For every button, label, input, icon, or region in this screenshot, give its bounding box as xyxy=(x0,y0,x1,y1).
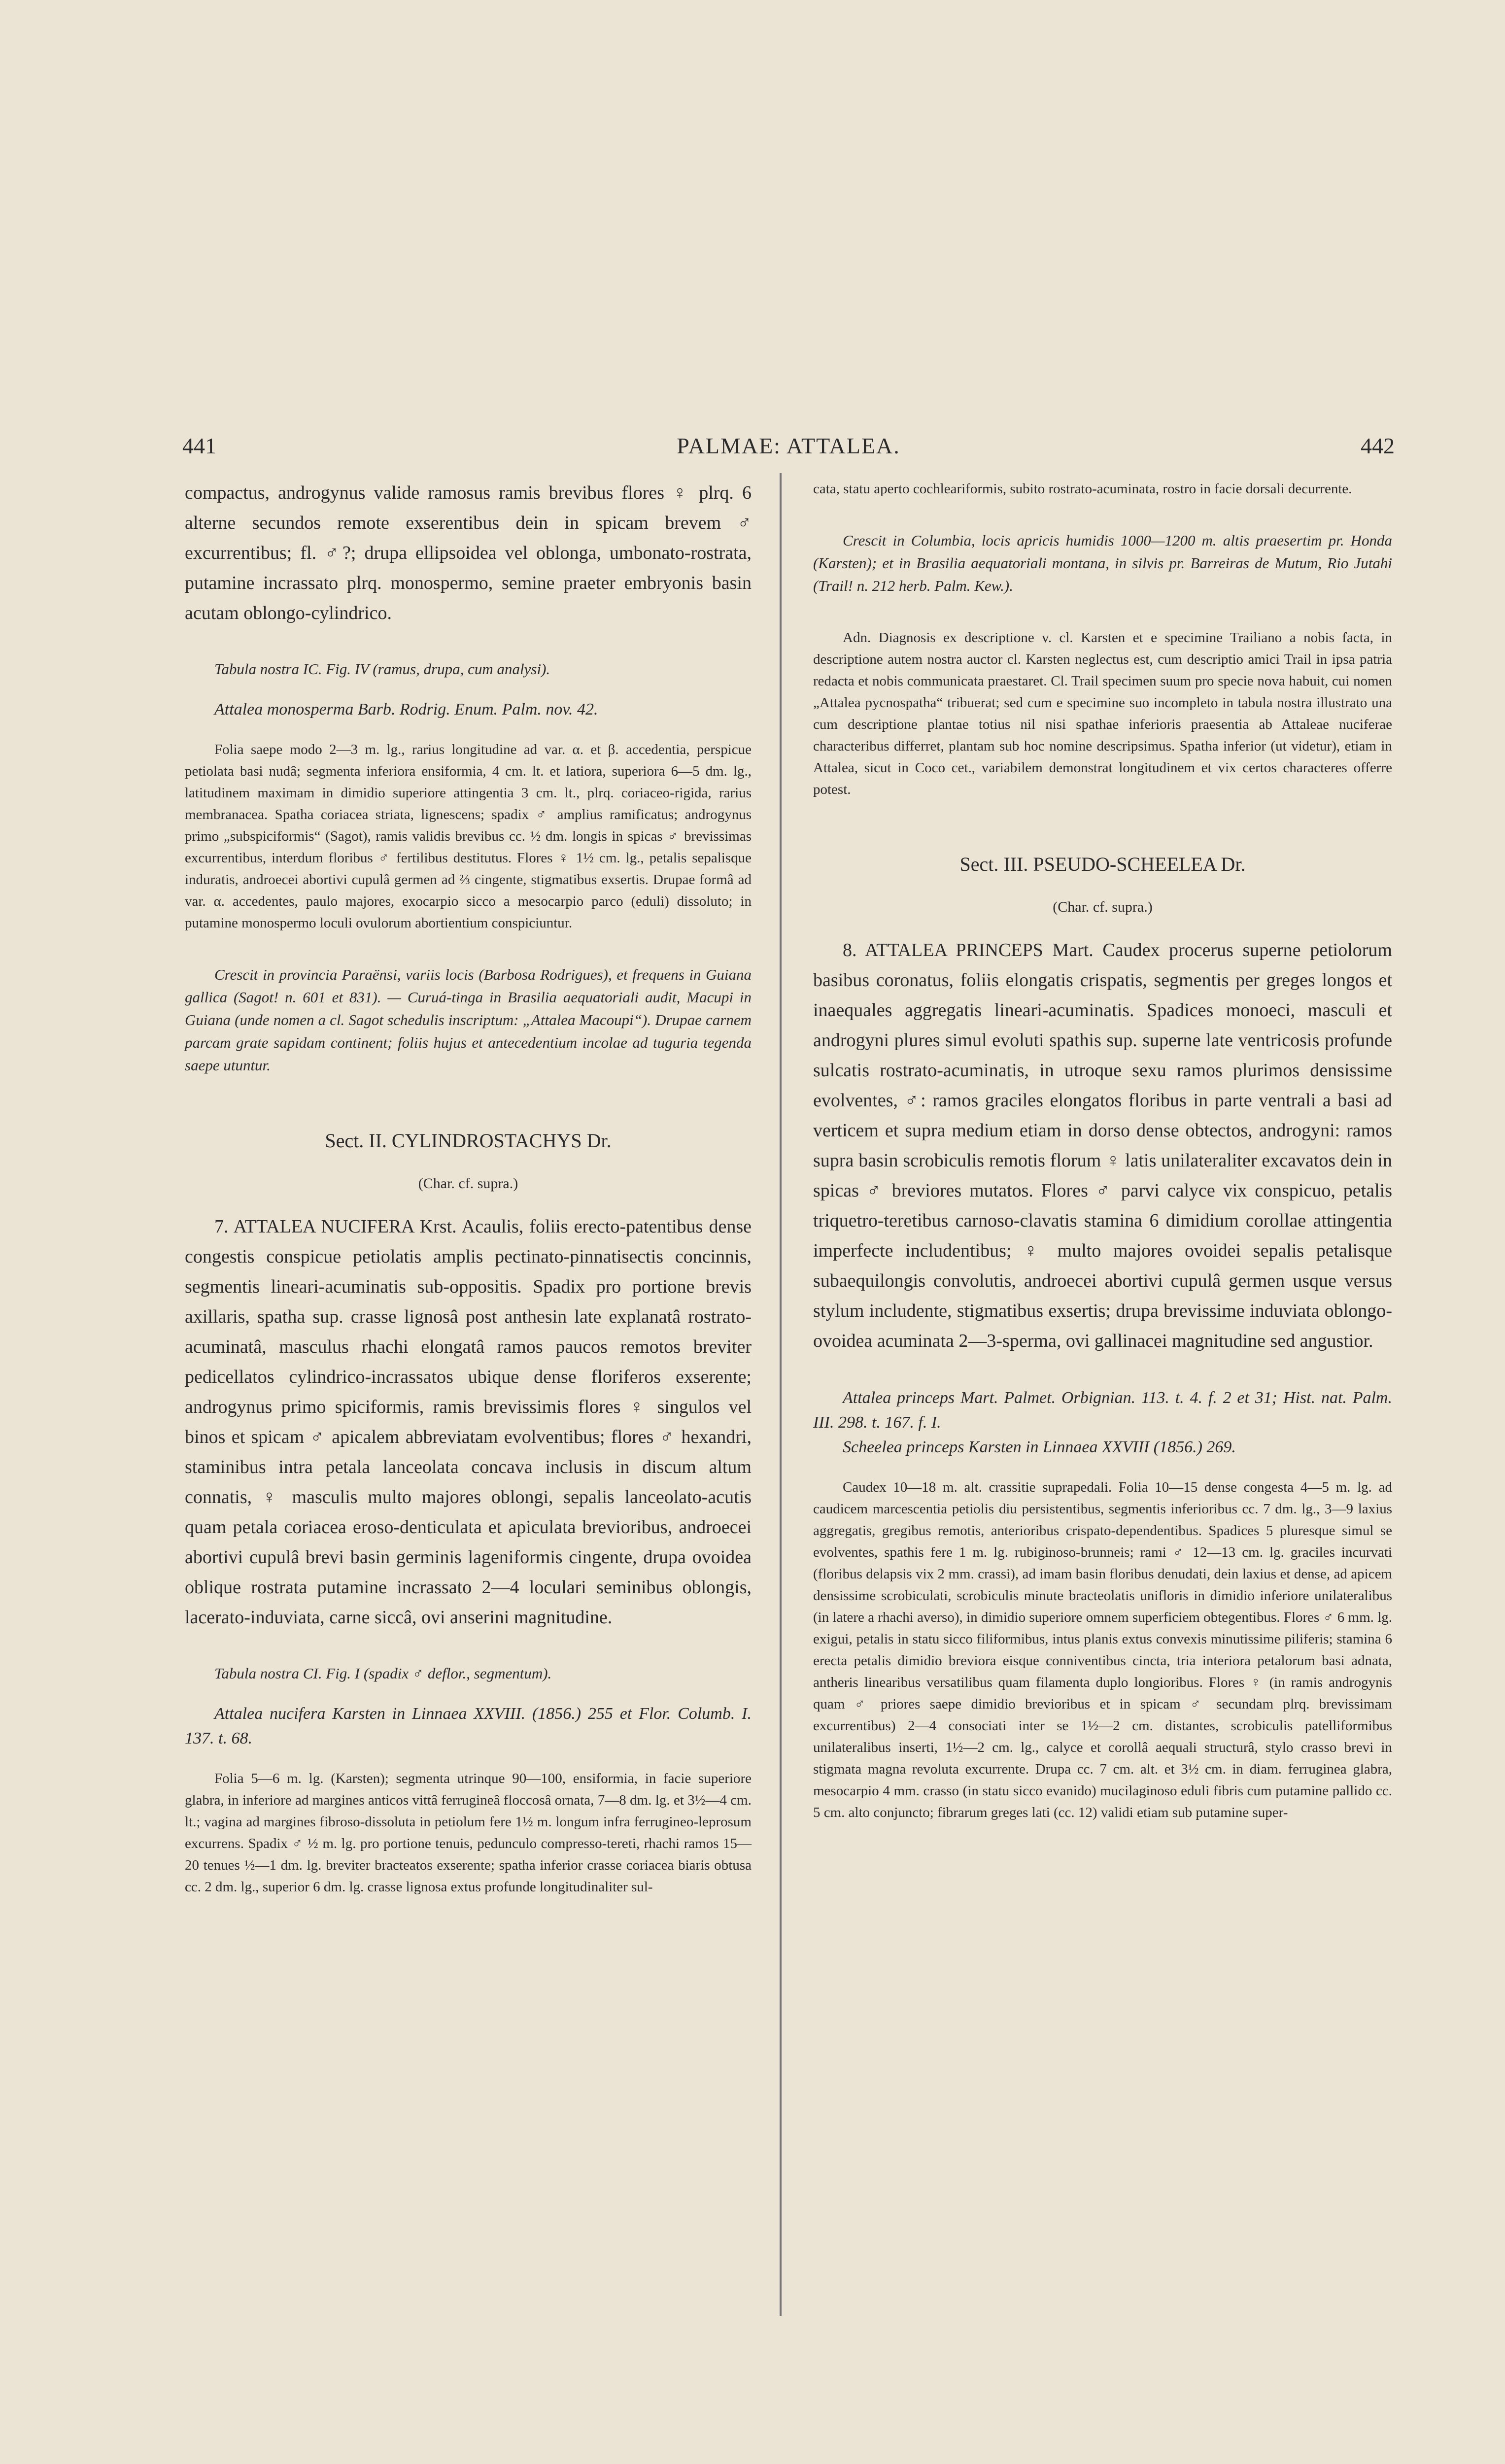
habitat-paragraph: Crescit in Columbia, locis apricis humidis 1000—1200 m. altis praesertim pr. Honda (Karsten); et in Brasilia aequatoriali montana, in silvis pr. Barreiras de Mutum, Rio Jutahi (Trail! n. 212 herb. Palm. Kew.). xyxy=(813,532,1392,594)
column-divider xyxy=(780,473,782,2316)
synonym-citation: Attalea princeps Mart. Palmet. Orbignian. 113. t. 4. f. 2 et 31; Hist. nat. Palm. III. 298. t. 167. f. I. xyxy=(813,1389,1392,1432)
description-paragraph: Caudex 10—18 m. alt. crassitie suprapedali. Folia 10—15 dense congesta 4—5 m. lg. ad caudicem marcescentia petiolis diu persistentibus, segmentis inferioribus cc. 7 dm. lg., 3—9 laxius aggregatis, gregibus remotis, anterioribus crispato-dependentibus. Spadices 5 pluresque simul se evolventes, spathis fere 1 m. lg. rubiginoso-brunneis; rami ♂ 12—13 cm. lg. graciles incurvati (floribus delapsis vix 2 mm. crassi), ad imam basin floribus denudati, dein laxius et dense, ad apicem densissime scrobiculati, scrobiculis minute bracteolatis unifloris in dimidio inferiore unilateralibus (in latere a rhachi averso), in dimidio superiore omnem superficiem obtegentibus. Flores ♂ 6 mm. lg. exigui, petalis in statu sicco filiformibus, intus planis extus convexis minutissime piliferis; stamina 6 erecta petalis dimidio breviora eisque conniventibus cincta, tria interiora petalorum basi adnata, antheris linearibus versatilibus quam filamenta duplo longioribus. Flores ♀ (in ramis androgynis quam ♂ priores saepe dimidio brevioribus et in spicam ♂ secundam plrq. brevissimam excurrentibus) 2—4 consociati inter se 1½—2 cm. distantes, scrobiculis patelliformibus unilateralibus inserti, 1½—2 cm. lg., calyce et corollâ aequali structurâ, stylo crasso brevi in stigmata magna revoluta excurrente. Drupa cc. 7 cm. alt. et 3½ cm. in diam. ferruginea glabra, mesocarpio 4 mm. crasso (in statu sicco evanido) mucilaginoso eduli fibris cum putamine pallido cc. 5 cm. alto conjuncto; fibrarum greges lati (cc. 12) validi etiam sub putamine super- xyxy=(813,1479,1392,1820)
synonym-citation: Attalea nucifera Karsten in Linnaea XXVIII. (1856.) 255 et Flor. Columb. I. 137. t. 68. xyxy=(185,1705,752,1747)
species-title: 7. ATTALEA NUCIFERA Krst. xyxy=(214,1216,457,1237)
synonym-citation: Attalea monosperma Barb. Rodrig. Enum. Palm. nov. 42. xyxy=(214,700,598,719)
section-note: (Char. cf. supra.) xyxy=(1053,899,1153,915)
section-heading: Sect. II. CYLINDROSTACHYS Dr. xyxy=(325,1129,612,1152)
plate-reference: Tabula nostra IC. Fig. IV (ramus, drupa, cum analysi). xyxy=(214,660,550,678)
paragraph: cata, statu aperto cochleariformis, subito rostrato-acuminata, rostro in facie dorsali decurrente. xyxy=(813,481,1352,497)
annotation-paragraph: Adn. Diagnosis ex descriptione v. cl. Karsten et e specimine Trailiano a nobis facta, in descriptione autem nostra auctor cl. Karsten neglectus est, cum descriptio amici Trail in ipsa patria redacta et nobis communicata praestaret. Cl. Trail specimen suum pro specie nova habuit, cui nomen „Attalea pycnospatha“ tribuerat; sed cum e specimine suo incompleto in tabula nostra illustrato una cum descriptione plantae totius nil nisi spathae inferioris praesentia ab Attaleae nuciferae characteribus differret, plantam sub hoc nomine descripsimus. Spatha inferior (ut videtur), etiam in Attalea, sicut in Coco cet., variabilem demonstrat longitudinem et vix certos characteres offerre potest. xyxy=(813,630,1392,797)
description-paragraph: Folia saepe modo 2—3 m. lg., rarius longitudine ad var. α. et β. accedentia, perspicue petiolata basi nudâ; segmenta inferiora ensiformia, 4 cm. lt. et latiora, superiora 6—5 dm. lg., latitudinem maximam in dimidio superiore attingentia 3 cm. lt., plrq. coriaceo-rigida, rarius membranacea. Spatha coriacea striata, lignescens; spadix ♂ amplius ramificatus; androgynus primo „subspiciformis“ (Sagot), ramis validis brevibus cc. ½ dm. longis in spicas ♂ brevissimas excurrentibus, interdum floribus ♂ fertilibus destitutus. Flores ♀ 1½ cm. lg., petalis sepalisque induratis, androecei abortivi cupulâ germen ad ⅔ cingente, stigmatibus exsertis. Drupae formâ ad var. α. accedentes, paulo majores, exocarpio sicco a mesocarpio parco (eduli) dissoluto; in putamine monospermo loculi ovulorum abortientium conspiciuntur. xyxy=(185,742,752,931)
section-note: (Char. cf. supra.) xyxy=(418,1175,518,1192)
paragraph: compactus, androgynus valide ramosus ramis brevibus flores ♀ plrq. 6 alterne secundos remote exserentibus dein in spicam brevem ♂ excurrentibus; fl. ♂?; drupa ellipsoidea vel oblonga, umbonato-rostrata, putamine incrassato plrq. monospermo, semine praeter embryonis basin acutam oblongo-cylindrico. xyxy=(185,482,752,623)
synonym-citation: Scheelea princeps Karsten in Linnaea XXVIII (1856.) 269. xyxy=(843,1438,1236,1456)
page-number-left: 441 xyxy=(182,433,216,458)
section-heading: Sect. III. PSEUDO-SCHEELEA Dr. xyxy=(959,853,1246,875)
species-diagnosis: Acaulis, foliis erecto-patentibus dense congestis conspicue petiolatis amplis pectinato-pinnatisectis concinnis, segmentis lineari-acuminatis sub-oppositis. Spadix pro portione brevis axillaris, spatha sup. crasse lignosâ post anthesin late explanatâ rostrato-acuminatâ, masculus rhachi elongatâ ramos paucos remotos breviter pedicellatos cylindrico-incrassatos ubique dense floriferos exserente; androgynus primo spiciformis, ramis brevissimis flores ♀ singulos vel binos et spicam ♂ apicalem abbreviatam evolventibus; flores ♂ hexandri, staminibus intra petala lanceolata concava inclusis in discum altum connatis, ♀ masculis multo majores oblongi, sepalis lanceolato-acutis quam petala coriacea eroso-denticulata et apiculata brevioribus, androecei abortivi cupulâ brevi basin germinis lageniformis cingente, drupa ovoidea oblique rostrata putamine incrassato 2—4 loculari seminibus oblongis, lacerato-induviata, carne siccâ, ovi anserini magnitudine. xyxy=(185,1216,752,1628)
right-column xyxy=(813,478,1392,1823)
left-column xyxy=(185,478,752,1898)
running-header xyxy=(182,433,1395,467)
habitat-paragraph: Crescit in provincia Paraënsi, variis locis (Barbosa Rodrigues), et frequens in Guiana gallica (Sagot! n. 601 et 831). — Curuá-tinga in Brasilia aequatoriali audit, Macupi in Guiana (unde nomen a cl. Sagot schedulis inscriptum: „Attalea Macoupi“). Drupae carnem parcam grate sapidam continent; foliis hujus et antecedentium incolae ad tuguria tegenda saepe utuntur. xyxy=(185,966,752,1074)
description-paragraph: Folia 5—6 m. lg. (Karsten); segmenta utrinque 90—100, ensiformia, in facie superiore glabra, in inferiore ad margines anticos vittâ ferrugineâ floccosâ ornata, 7—8 dm. lg. et 3½—4 cm. lt.; vagina ad margines fibroso-dissoluta in petiolum fere 1½ m. longum infra ferrugineo-leprosum excurrens. Spadix ♂ ½ m. lg. pro portione tenuis, pedunculo compresso-tereti, rhachi ramos 15—20 tenues ½—1 dm. lg. breviter bracteatos exserente; spatha inferior crasse coriacea biaris obtusa cc. 2 dm. lg., superior 6 dm. lg. crasse lignosa extus profunde longitudinaliter sul- xyxy=(185,1771,752,1895)
species-title: 8. ATTALEA PRINCEPS Mart. xyxy=(843,940,1094,960)
page-number-right: 442 xyxy=(1361,433,1395,458)
species-diagnosis: Caudex procerus superne petiolorum basibus coronatus, foliis elongatis crispatis, segmentis per greges longos et inaequales aggregatis lineari-acuminatis. Spadices monoeci, masculi et androgyni plures simul evoluti spathis sup. superne late ventricosis profunde sulcatis rostrato-acuminatis, in utroque sexu ramos plurimos densissime evolventes, ♂: ramos graciles elongatos floribus in parte ventrali a basi ad verticem et supra medium etiam in dorso dense obtectos, androgyni: ramos supra basin scrobiculis remotis florum ♀ latis unilateraliter excavatos dein in spicas ♂ breviores mutatos. Flores ♂ parvi calyce vix conspicuo, petalis triquetro-teretibus carnoso-clavatis stamina 6 dimidium corollae attingentia imperfecte includentibus; ♀ multo majores ovoidei sepalis petalisque subaequilongis convolutis, androecei abortivi cupulâ germen usque versus stylum includente, stigmatibus exsertis; drupa brevissime induviata oblongo-ovoidea acuminata 2—3-sperma, ovi gallinacei magnitudine sed angustior. xyxy=(813,940,1392,1351)
plate-reference: Tabula nostra CI. Fig. I (spadix ♂ deflor., segmentum). xyxy=(214,1665,552,1682)
running-title: PALMAE: ATTALEA. xyxy=(677,433,900,458)
